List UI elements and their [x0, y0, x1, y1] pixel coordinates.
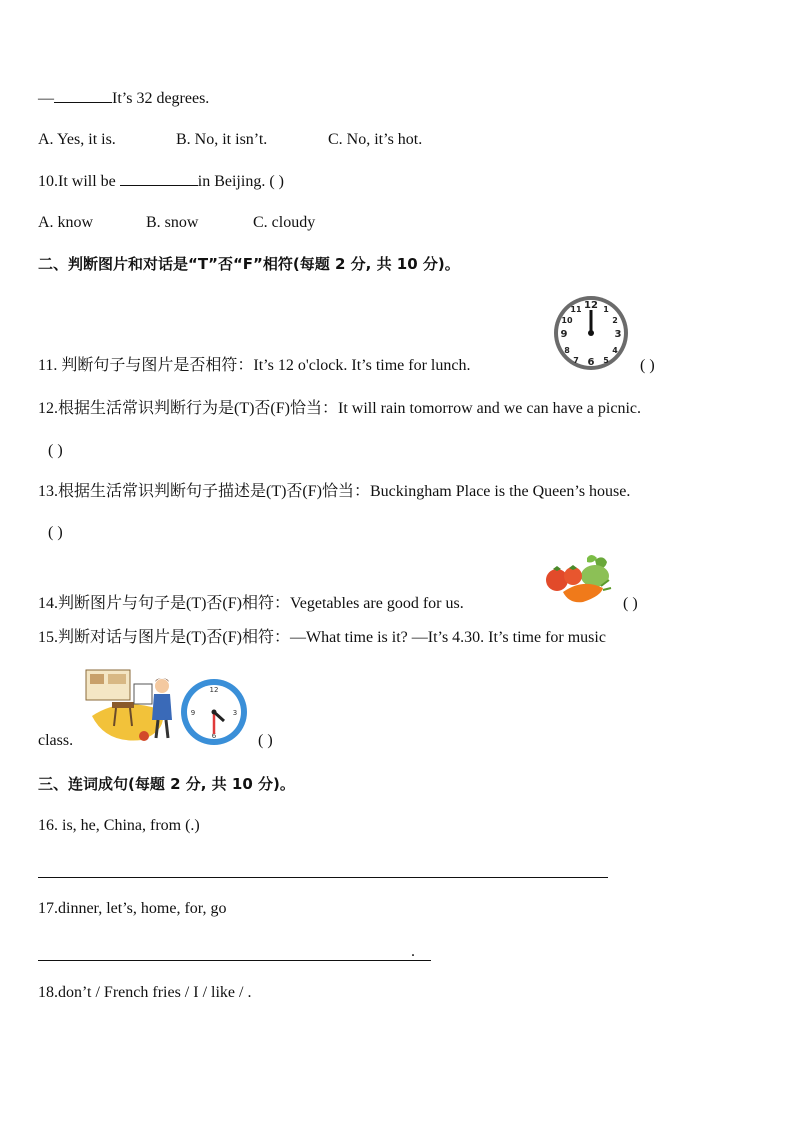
q10-text-after: in Beijing. ( ) [197, 173, 284, 190]
svg-text:12: 12 [209, 686, 219, 694]
q10-options [38, 213, 315, 233]
q15-tail: class. [38, 732, 74, 749]
svg-text:11: 11 [570, 305, 582, 314]
q17-answer-line[interactable] [38, 960, 431, 961]
svg-text:2: 2 [612, 316, 618, 325]
q17-end-period: . [411, 943, 415, 960]
q15-answer-paren[interactable]: ( ) [258, 732, 273, 749]
q10-blank[interactable] [120, 171, 198, 186]
q15-question: 15.判断对话与图片是(T)否(F)相符：—What time is it? —It’s 4.30. It’s time for music [38, 629, 606, 646]
svg-text:6: 6 [587, 357, 595, 368]
q9-answer-text: It’s 32 degrees. [112, 90, 210, 107]
q10-option-c[interactable]: C. cloudy [253, 214, 316, 231]
music-class-picture [82, 666, 178, 746]
q10-text-before: 10.It will be [38, 173, 120, 190]
q10-option-a[interactable]: A. know [38, 214, 94, 231]
q10-option-b[interactable]: B. snow [146, 214, 199, 231]
q14-question: 14.判断图片与句子是(T)否(F)相符：Vegetables are good for us. [38, 595, 464, 612]
vegetables-icon [543, 552, 613, 610]
svg-text:4: 4 [612, 346, 618, 355]
q10-question [38, 171, 284, 192]
svg-text:5: 5 [603, 356, 609, 365]
svg-text:9: 9 [190, 709, 196, 717]
q9-answer-line [38, 88, 209, 109]
svg-text:9: 9 [560, 329, 568, 340]
q9-dash: — [38, 90, 54, 107]
q9-options [38, 130, 422, 150]
section-3-heading: 三、连词成句(每题 2 分, 共 10 分)。 [38, 775, 295, 793]
svg-text:12: 12 [584, 300, 598, 311]
q11-text: 11. 判断句子与图片是否相符：It’s 12 o'clock. It’s time for lunch. [38, 357, 471, 374]
q9-option-b[interactable]: B. No, it isn’t. [176, 131, 268, 148]
svg-text:7: 7 [573, 356, 579, 365]
q17-question: 17.dinner, let’s, home, for, go [38, 900, 227, 917]
clock-four-thirty-icon [179, 677, 249, 747]
svg-text:6: 6 [211, 732, 217, 740]
q9-option-c[interactable]: C. No, it’s hot. [328, 131, 423, 148]
q14-answer-paren[interactable]: ( ) [623, 595, 638, 612]
wall-clock-twelve-icon [551, 293, 631, 373]
section-2-heading: 二、判断图片和对话是“T”否“F”相符(每题 2 分, 共 10 分)。 [38, 255, 460, 273]
q9-option-a[interactable]: A. Yes, it is. [38, 131, 116, 148]
svg-text:8: 8 [564, 346, 570, 355]
q13-question: 13.根据生活常识判断句子描述是(T)否(F)恰当：Buckingham Place is the Queen’s house. [38, 483, 631, 500]
q13-answer-paren[interactable]: ( ) [48, 524, 63, 541]
svg-text:3: 3 [232, 709, 238, 717]
q9-blank[interactable] [54, 88, 112, 103]
q12-question: 12.根据生活常识判断行为是(T)否(F)恰当：It will rain tomorrow and we can have a picnic. [38, 400, 641, 417]
svg-text:10: 10 [561, 316, 573, 325]
q12-answer-paren[interactable]: ( ) [48, 442, 63, 459]
svg-text:3: 3 [614, 329, 622, 340]
q16-question: 16. is, he, China, from (.) [38, 817, 200, 834]
q11-question [38, 356, 470, 376]
q16-answer-line[interactable] [38, 877, 608, 878]
svg-text:1: 1 [603, 305, 609, 314]
q11-answer-paren[interactable]: ( ) [640, 357, 655, 374]
q18-question: 18.don’t / French fries / I / like / . [38, 984, 252, 1001]
